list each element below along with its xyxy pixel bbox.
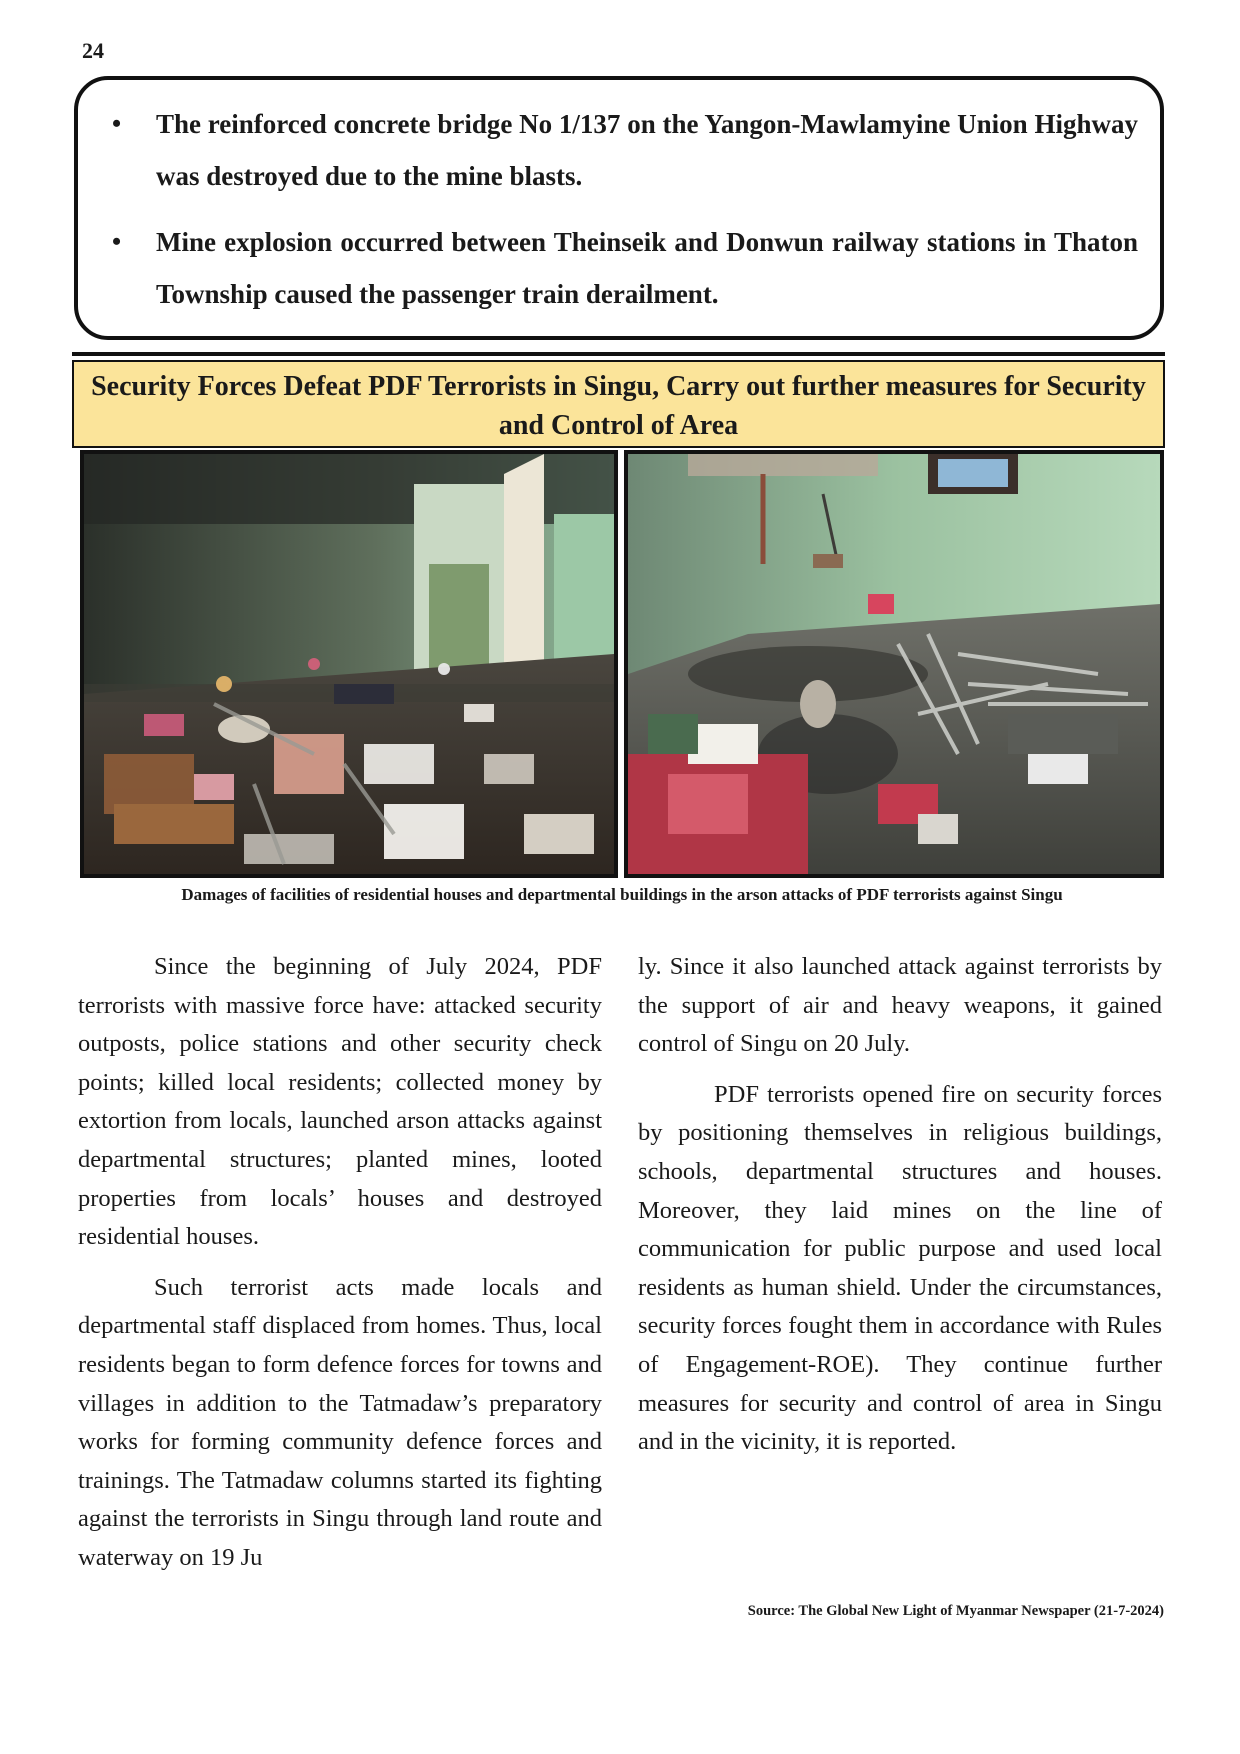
article-column-right (638, 948, 1162, 1474)
page-number: 24 (82, 38, 104, 63)
highlight-box (74, 76, 1164, 340)
damaged-room-photo-left (80, 450, 618, 878)
paragraph: ly. Since it also launched attack against terrorists by the support of air and heavy weapons, it gained control of Singu on 20 July. (638, 953, 1162, 1058)
paragraph: Such terrorist acts made locals and departmental staff displaced from homes. Thus, local residents began to form defence forces for towns and villages in addition to the Tatmadaw’s preparatory works for forming community defence forces and trainings. The Tatmadaw columns started its fighting against the terrorists in Singu through land route and waterway on 19 Ju (78, 1273, 602, 1571)
highlight-item: • The reinforced concrete bridge No 1/137 on the Yangon-Mawlamyine Union Highway was destroyed due to the mine blasts. (100, 98, 1138, 202)
highlight-item: • Mine explosion occurred between Theinseik and Donwun railway stations in Thaton Township caused the passenger train derailment. (100, 216, 1138, 320)
damaged-room-illustration-left (84, 454, 614, 874)
highlight-list (100, 98, 1138, 320)
paragraph: Since the beginning of July 2024, PDF terrorists with massive force have: attacked security outposts, police stations and other security check points; killed local residents; collected money by extortion from locals, launched arson attacks against departmental structures; planted mines, looted properties from locals’ houses and destroyed residential houses. (78, 953, 602, 1251)
paragraph: PDF terrorists opened fire on security forces by positioning themselves in religious buildings, schools, departmental structures and houses. Moreover, they laid mines on the line of communication for public purpose and used local residents as human shield. Under the circumstances, security forces fought them in accordance with Rules of Engagement-ROE). They continue further measures for security and control of area in Singu and in the vicinity, it is reported. (638, 1080, 1162, 1456)
damaged-room-illustration-right (628, 454, 1160, 874)
damaged-room-photo-right (624, 450, 1164, 878)
headline-rule (72, 352, 1165, 356)
photo-caption: Damages of facilities of residential houses and departmental buildings in the arson attacks of PDF terrorists against Singu (181, 885, 1063, 904)
source-credit: Source: The Global New Light of Myanmar Newspaper (21-7-2024) (747, 1603, 1164, 1619)
article-headline: Security Forces Defeat PDF Terrorists in Singu, Carry out further measures for Security and Control of Area (72, 360, 1165, 448)
article-column-left (78, 948, 602, 1590)
